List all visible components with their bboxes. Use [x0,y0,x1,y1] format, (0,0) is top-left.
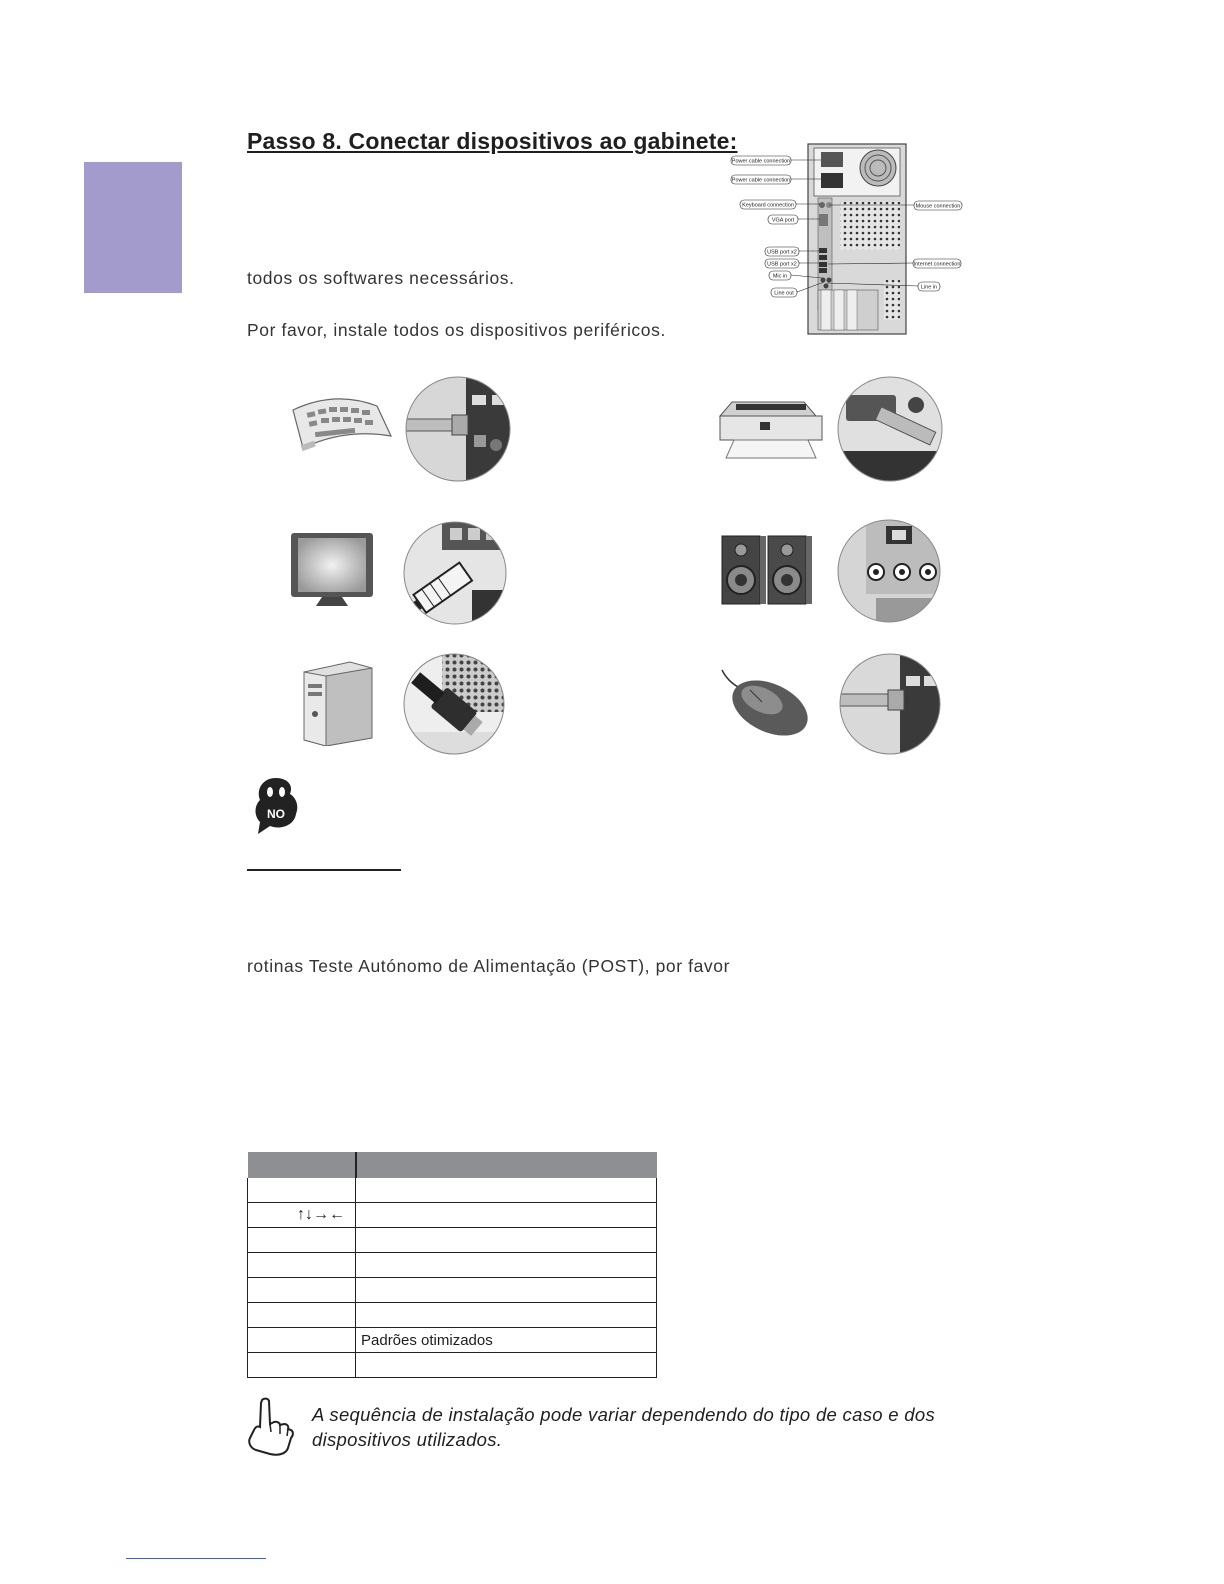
page-heading: Passo 8. Conectar dispositivos ao gabinete: [247,128,738,154]
table-row [248,1253,657,1278]
desc-cell [356,1203,657,1228]
power-cable-label-2: Power cable connection [731,177,791,184]
desc-cell [356,1253,657,1278]
desc-cell [356,1278,657,1303]
desc-cell [356,1353,657,1378]
installation-note [312,1402,992,1452]
note-line-1: A sequência de instalação pode variar dependendo do tipo de caso e dos [312,1404,936,1425]
power-cable-label-1: Power cable connection [731,158,791,165]
pointing-hand-icon [244,1396,296,1458]
mouse-connection-label: Mouse connection [915,203,961,210]
key-cell [248,1253,356,1278]
software-paragraph: todos os softwares necessários. [247,268,515,288]
table-row [248,1178,657,1203]
bios-key-table [247,1152,657,1378]
key-cell [248,1278,356,1303]
chapter-side-tab [84,162,182,293]
arrow-keys-cell: ↑↓→← [248,1203,356,1228]
internet-connection-label: Internet connection [913,261,961,268]
key-cell [248,1228,356,1253]
mic-in-label: Mic in [772,273,788,280]
line-in-label: Line in [920,284,938,291]
vga-port-label: VGA port [771,217,795,224]
desc-cell [356,1303,657,1328]
vga-connector-zoom [402,520,508,626]
table-row [248,1328,657,1353]
usb-port-label-2: USB port x2 [767,261,797,268]
key-cell [248,1303,356,1328]
note-line-2: dispositivos utilizados. [312,1429,503,1450]
keyboard-image [285,388,395,460]
warning-no-icon [250,776,302,836]
table-row [248,1353,657,1378]
mouse-image [718,664,814,738]
keyboard-connection-label: Keyboard connection [742,202,794,209]
desc-cell [356,1228,657,1253]
printer-connector-zoom [836,375,944,483]
keyboard-connector-zoom [404,375,512,483]
optimized-defaults-cell: Padrões otimizados [356,1328,657,1353]
usb-port-label-1: USB port x2 [767,249,797,256]
peripherals-paragraph: Por favor, instale todos os dispositivos periféricos. [247,320,666,340]
monitor-image [288,530,378,610]
footer-line [126,1558,266,1559]
table-row [248,1278,657,1303]
table-row [248,1303,657,1328]
table-row [248,1203,657,1228]
warning-no-text: NO [267,807,285,821]
key-table-header [248,1152,657,1178]
key-cell [248,1328,356,1353]
speakers-image [720,532,816,612]
line-out-label: Line out [774,290,794,297]
post-paragraph: rotinas Teste Autónomo de Alimentação (POST), por favor [247,956,731,976]
computer-case-image [300,658,374,746]
desc-cell [356,1178,657,1203]
printer-image [716,394,826,464]
case-rear-panel-diagram [728,140,968,336]
section-separator [247,869,401,871]
audio-connector-zoom [836,518,942,624]
key-cell [248,1178,356,1203]
table-row [248,1228,657,1253]
mouse-connector-zoom [838,652,942,756]
key-cell [248,1353,356,1378]
power-connector-zoom [402,652,506,756]
